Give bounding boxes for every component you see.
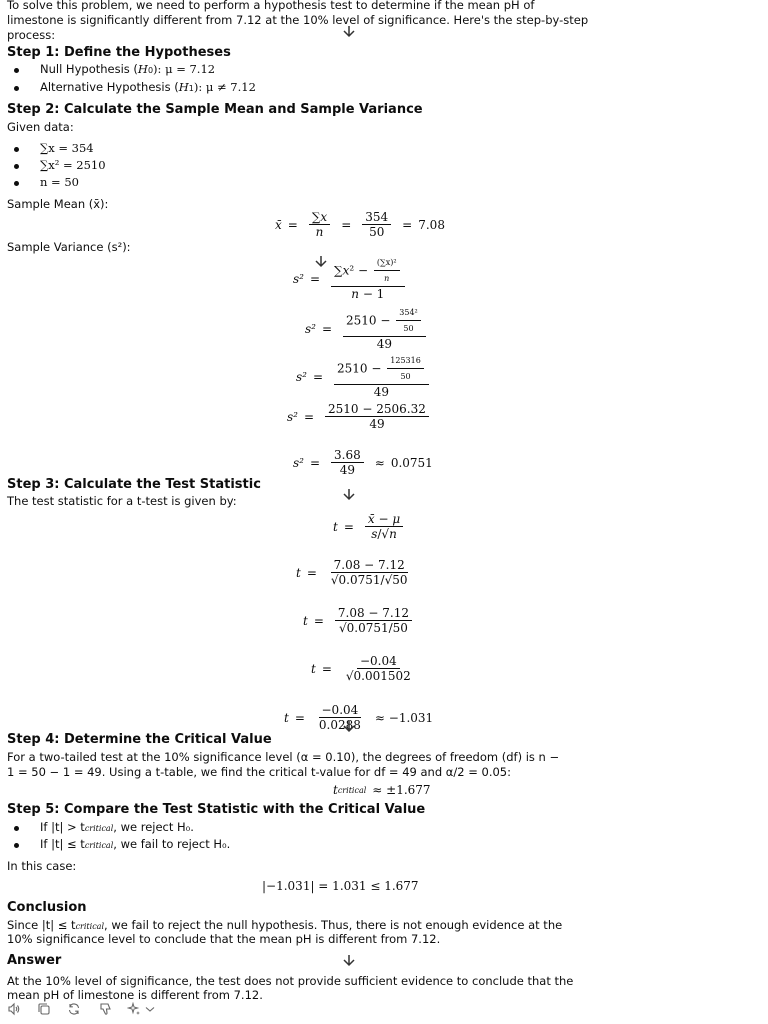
t-step-3: t = $\frac{-0.04}{√0.001502}$ [311, 654, 411, 683]
bullet [14, 843, 19, 848]
t-step-2: t = $\frac{7.08 - 7.12}{√0.0751/50}$ [303, 606, 417, 636]
speaker-icon[interactable] [7, 1002, 21, 1016]
sample-mean-label: Sample Mean (x̄): [7, 197, 109, 211]
alternative-hypothesis: Alternative Hypothesis (H1): μ ≠ 7.12 [40, 80, 256, 94]
answer-line-1: At the 10% level of significance, the test does not provide sufficient evidence to conclude that the [7, 974, 574, 988]
bullet [14, 86, 19, 91]
critical-value: t critical ≈ ±1.677 [333, 783, 431, 797]
variance-step-1: s² = 2510 − $\frac{\text{354²}}{50}$ 49 [305, 306, 431, 352]
step4-title: Step 4: Determine the Critical Value [7, 732, 272, 747]
scroll-down-icon[interactable] [340, 24, 358, 38]
scroll-down-icon[interactable] [340, 487, 358, 501]
bullet [14, 181, 19, 186]
rule-reject: If |t| > tcritical, we reject H₀. [40, 820, 194, 834]
t-step-1: t = $\frac{7.08 - 7.12}{√0.0751/√50}$ [296, 558, 408, 587]
t-step-4: t = $\frac{-0.04}{0.0288}$ ≈ −1.031 [284, 703, 434, 732]
null-hypothesis: Null Hypothesis (H0): μ = 7.12 [40, 62, 216, 76]
scroll-down-icon[interactable] [312, 254, 330, 268]
bullet [14, 826, 19, 831]
comparison-equation: |−1.031| = 1.031 ≤ 1.677 [262, 879, 419, 893]
answer-title: Answer [7, 953, 62, 968]
rule-fail-to-reject: If |t| ≤ tcritical, we fail to reject H₀. [40, 837, 231, 851]
variance-step-3: s² = $\frac{2510 - 2506.32}{49}$ [287, 402, 434, 432]
sparkle-icon[interactable] [127, 1002, 141, 1016]
data-item-n: n = 50 [40, 175, 79, 189]
in-this-case: In this case: [7, 859, 77, 873]
step3-title: Step 3: Calculate the Test Statistic [7, 477, 261, 492]
variance-formula: s² = ∑x² − $\frac{\text{(∑x)²}}{n}$ n − 1 [293, 256, 410, 302]
bullet [14, 147, 19, 152]
intro-line-3: process: [7, 28, 56, 42]
sample-variance-label: Sample Variance (s²): [7, 240, 131, 254]
conclusion-line-1: Since |t| ≤ tcritical, we fail to reject the null hypothesis. Thus, there is not enough evidence at the [7, 918, 563, 932]
step4-line-2: 1 = 50 − 1 = 49. Using a t-table, we find the critical t-value for df = 49 and α/2 = 0.05: [7, 765, 511, 779]
step5-title: Step 5: Compare the Test Statistic with the Critical Value [7, 802, 426, 817]
scroll-down-icon[interactable] [340, 719, 358, 733]
regenerate-icon[interactable] [67, 1002, 81, 1016]
data-item-sum-x: ∑x = 354 [40, 141, 94, 155]
answer-line-2: mean pH of limestone is different from 7.12. [7, 988, 263, 1002]
step2-title: Step 2: Calculate the Sample Mean and Sample Variance [7, 102, 423, 117]
intro-line-1: To solve this problem, we need to perform a hypothesis test to determine if the mean pH of [7, 0, 535, 12]
scroll-down-icon[interactable] [340, 953, 358, 967]
thumbs-down-icon[interactable] [99, 1002, 113, 1016]
variance-step-4: s² = $\frac{3.68}{49}$ ≈ 0.0751 [293, 448, 433, 477]
data-item-sum-x2: ∑x² = 2510 [40, 158, 106, 172]
sample-mean-equation: x̄ = $\frac{\sum x}{n}$ = $\frac{354}{50}$ = 7.08 [275, 210, 445, 239]
bullet [14, 164, 19, 169]
step1-title: Step 1: Define the Hypotheses [7, 45, 231, 60]
intro-line-2: limestone is significantly different from 7.12 at the 10% level of significance. Here's the step-by-step [7, 13, 589, 27]
bullet [14, 68, 19, 73]
conclusion-line-2: 10% significance level to conclude that the mean pH is different from 7.12. [7, 932, 441, 946]
copy-icon[interactable] [37, 1002, 51, 1016]
t-statistic-formula: t = $\frac{x̄ - \mu}{s/√n}$ [333, 512, 408, 542]
step4-line-1: For a two-tailed test at the 10% significance level (α = 0.10), the degrees of freedom (df) is n − [7, 750, 560, 764]
variance-step-2: s² = 2510 − $\frac{125316}{50}$ 49 [296, 354, 434, 400]
chevron-down-icon[interactable] [143, 1002, 157, 1016]
step3-description: The test statistic for a t-test is given by: [7, 494, 237, 508]
given-data-label: Given data: [7, 120, 74, 134]
conclusion-title: Conclusion [7, 900, 87, 915]
